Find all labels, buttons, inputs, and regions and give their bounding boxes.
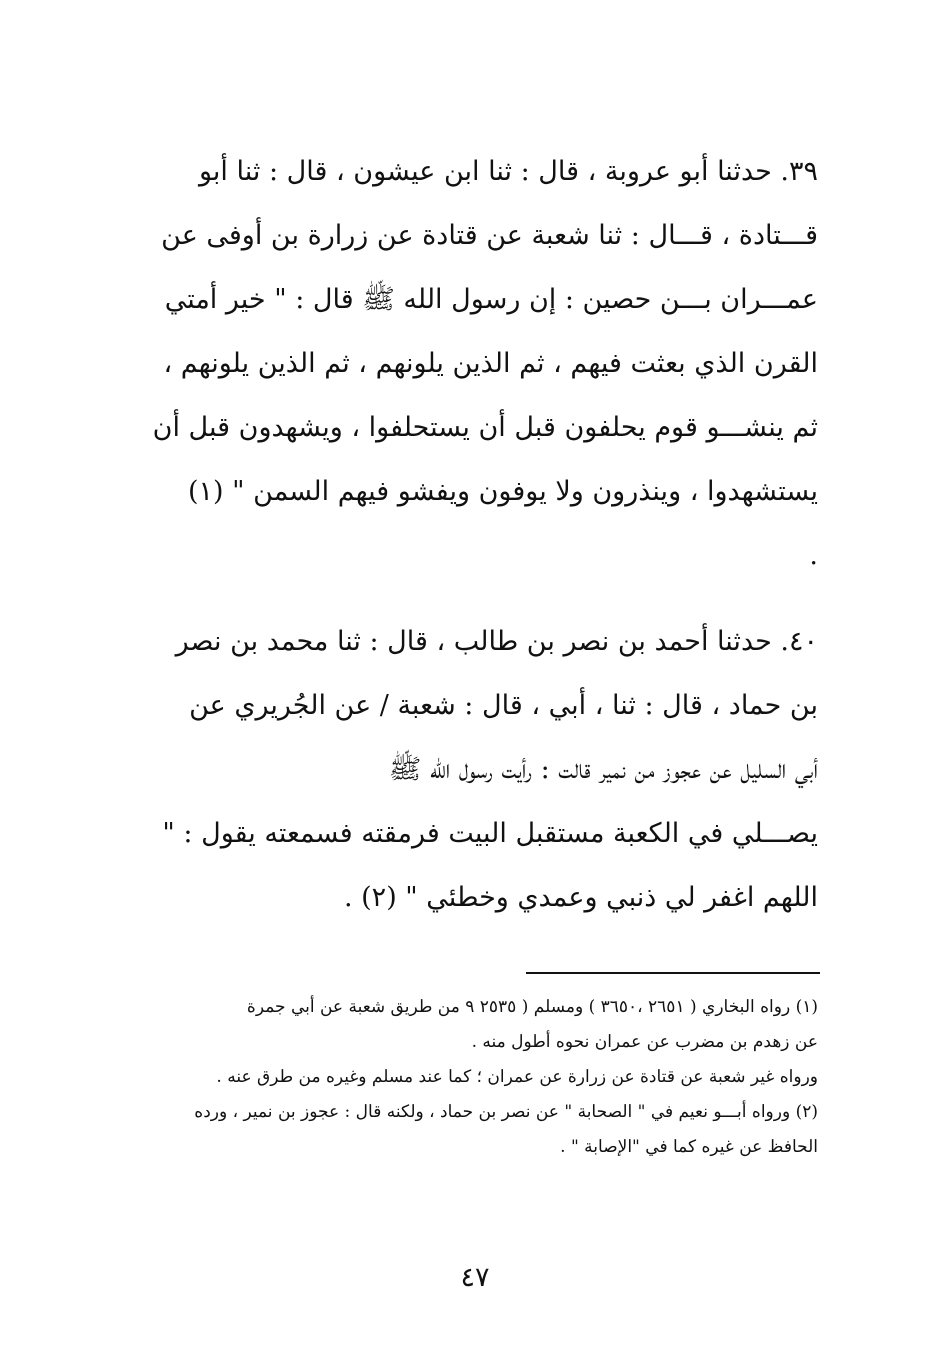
text-line: قـــتادة ، قـــال : ثنا شعبة عن قتادة عن زرارة بن أوفى عن <box>161 220 818 251</box>
text-line: يستشهدوا ، وينذرون ولا يوفون ويفشو فيهم السمن " (١) <box>187 476 818 507</box>
footnotes <box>168 990 818 1165</box>
footnote-separator <box>526 972 820 974</box>
text-line: يصـــلي في الكعبة مستقبل البيت فرمقته فسمعته يقول : " <box>162 818 818 849</box>
text-line: ثم ينشـــو قوم يحلفون قبل أن يستحلفوا ، ويشهدون قبل أن <box>152 412 818 443</box>
text-line: أبي السليل عن عجوز من نمير قالت : رأيت رسول الله ﷺ <box>388 754 818 785</box>
footnote-line: ورواه غير شعبة عن قتادة عن زرارة عن عمران ؛ كما عند مسلم وغيره من طرق عنه . <box>216 1067 818 1087</box>
text-line: ٣٩. حدثنا أبو عروبة ، قال : ثنا ابن عيشون ، قال : ثنا أبو <box>198 156 818 187</box>
text-line: . <box>809 540 818 571</box>
footnote-line: عن زهدم بن مضرب عن عمران نحوه أطول منه . <box>471 1032 818 1052</box>
main-text-body <box>152 140 818 930</box>
text-line: عمـــران بـــن حصين : إن رسول الله ﷺ قال : " خير أمتي <box>164 284 818 315</box>
text-line: القرن الذي بعثت فيهم ، ثم الذين يلونهم ، ثم الذين يلونهم ، <box>163 348 818 379</box>
footnote-line: (٢) ورواه أبـــو نعيم في " الصحابة " عن نصر بن حماد ، ولكنه قال : عجوز بن نمير ، ورده <box>194 1102 818 1122</box>
footnote-line: الحافظ عن غيره كما في "الإصابة " . <box>560 1137 818 1157</box>
text-line: ٤٠. حدثنا أحمد بن نصر بن طالب ، قال : ثنا محمد بن نصر <box>175 626 818 657</box>
footnote-line: (١) رواه البخاري ( ٢٦٥١ ،٣٦٥٠ ) ومسلم ( ٢٥٣٥ ٩ من طريق شعبة عن أبي جمرة <box>246 997 818 1017</box>
page-number: ٤٧ <box>460 1262 490 1293</box>
text-line: اللهم اغفر لي ذنبي وعمدي وخطئي " (٢) . <box>343 882 818 913</box>
text-line: بن حماد ، قال : ثنا ، أبي ، قال : شعبة / عن الجُريري عن <box>189 690 818 721</box>
